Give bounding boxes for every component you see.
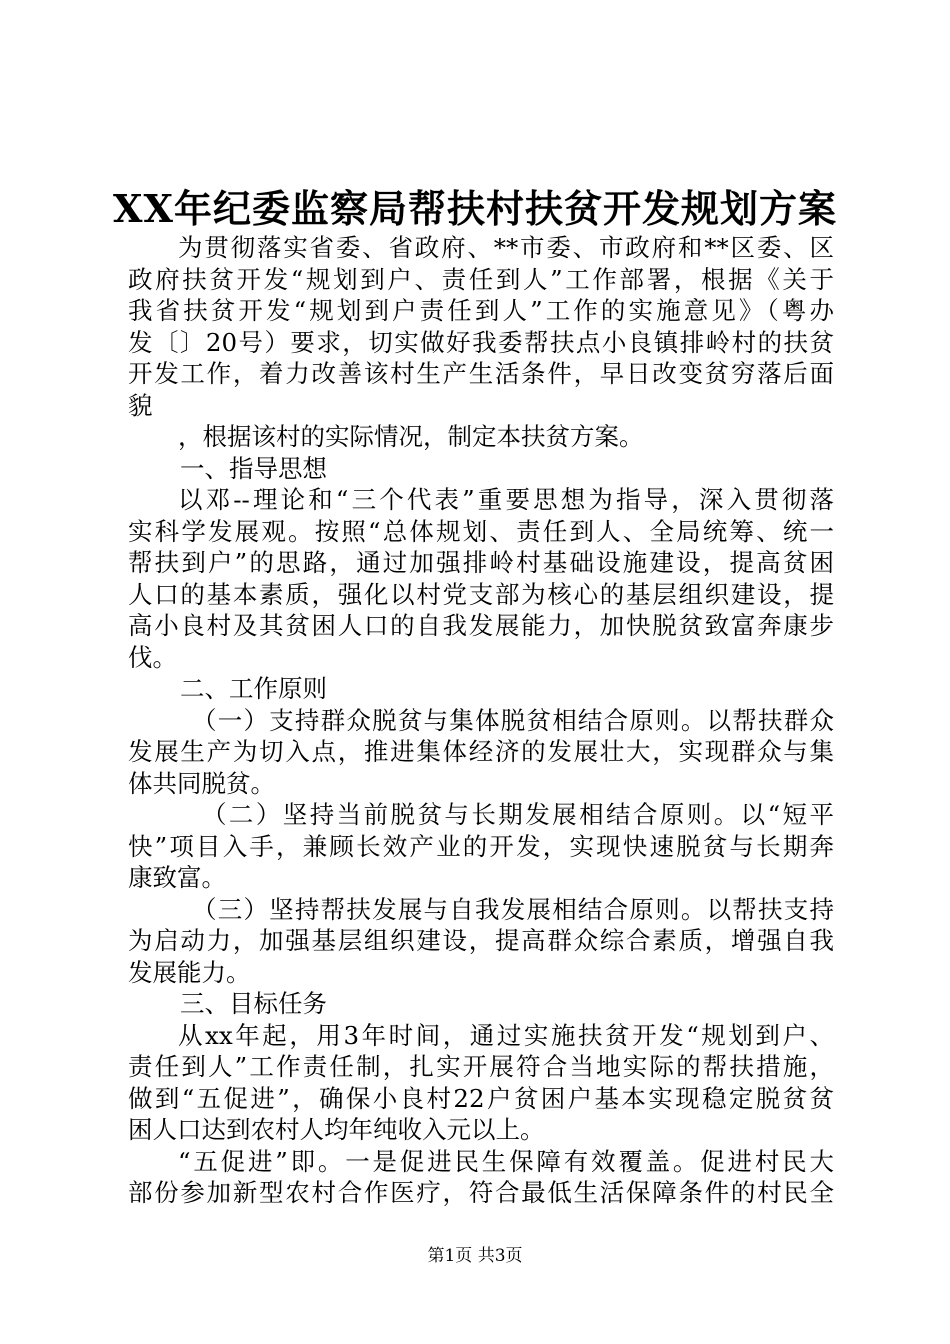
paragraph-line: 体共同脱贫。 (128, 768, 275, 798)
paragraph-line: 发展能力。 (128, 957, 251, 987)
paragraph-line: 开发工作，着力改善该村生产生活条件，早日改变贫穷落后面 (128, 359, 834, 388)
paragraph-line: 貌 (128, 390, 153, 420)
paragraph-line: 帮扶到户”的思路，通过加强排岭村基础设施建设，提高贫困 (128, 548, 834, 577)
paragraph-line: 二、工作原则 (180, 674, 327, 703)
paragraph-line: 困人口达到农村人均年纯收入元以上。 (128, 1115, 545, 1144)
paragraph-line: 为启动力，加强基层组织建设，提高群众综合素质，增强自我 (128, 926, 834, 955)
paragraph-line: 快”项目入手，兼顾长效产业的开发，实现快速脱贫与长期奔 (128, 831, 834, 861)
paragraph-line: 责任到人”工作责任制，扎实开展符合当地实际的帮扶措施， (128, 1052, 834, 1081)
document-title: XX年纪委监察局帮扶村扶贫开发规划方案 (113, 186, 837, 231)
paragraph-line: 从xx年起，用3年时间，通过实施扶贫开发“规划到户、 (178, 1020, 834, 1050)
paragraph-line: 人口的基本素质，强化以村党支部为核心的基层组织建设，提 (128, 579, 834, 609)
paragraph-line: 三、目标任务 (180, 989, 327, 1018)
paragraph-line: 一、指导思想 (180, 453, 327, 483)
paragraph-line: 我省扶贫开发“规划到户责任到人”工作的实施意见》（粤办 (128, 296, 834, 325)
paragraph-line: 伐。 (128, 642, 177, 672)
paragraph-line: （三）坚持帮扶发展与自我发展相结合原则。以帮扶支持 (192, 894, 834, 924)
paragraph-line: 高小良村及其贫困人口的自我发展能力，加快脱贫致富奔康步 (128, 611, 834, 640)
paragraph-line: 发〔〕20号）要求，切实做好我委帮扶点小良镇排岭村的扶贫 (128, 327, 834, 357)
paragraph-line: “五促进”即。一是促进民生保障有效覆盖。促进村民大 (178, 1146, 834, 1176)
paragraph-line: 以邓--理论和“三个代表”重要思想为指导，深入贯彻落 (178, 485, 834, 514)
document-body (128, 232, 834, 1209)
paragraph-line: （一）支持群众脱贫与集体脱贫相结合原则。以帮扶群众 (192, 705, 834, 735)
paragraph-line: 部份参加新型农村合作医疗，符合最低生活保障条件的村民全 (128, 1178, 834, 1207)
paragraph-line: 发展生产为切入点，推进集体经济的发展壮大，实现群众与集 (128, 737, 834, 766)
paragraph-line: 康致富。 (128, 863, 226, 892)
paragraph-line: 实科学发展观。按照“总体规划、责任到人、全局统筹、统一 (128, 516, 834, 546)
page-footer: 第1页 共3页 (427, 1246, 523, 1266)
paragraph-line: 政府扶贫开发“规划到户、责任到人”工作部署，根据《关于 (128, 264, 834, 294)
paragraph-line: 做到“五促进”，确保小良村22户贫困户基本实现稳定脱贫贫 (128, 1083, 834, 1113)
paragraph-line: ，根据该村的实际情况，制定本扶贫方案。 (178, 422, 644, 451)
paragraph-line: （二）坚持当前脱贫与长期发展相结合原则。以“短平 (202, 800, 834, 829)
paragraph-line: 为贯彻落实省委、省政府、**市委、市政府和**区委、区 (178, 233, 834, 262)
